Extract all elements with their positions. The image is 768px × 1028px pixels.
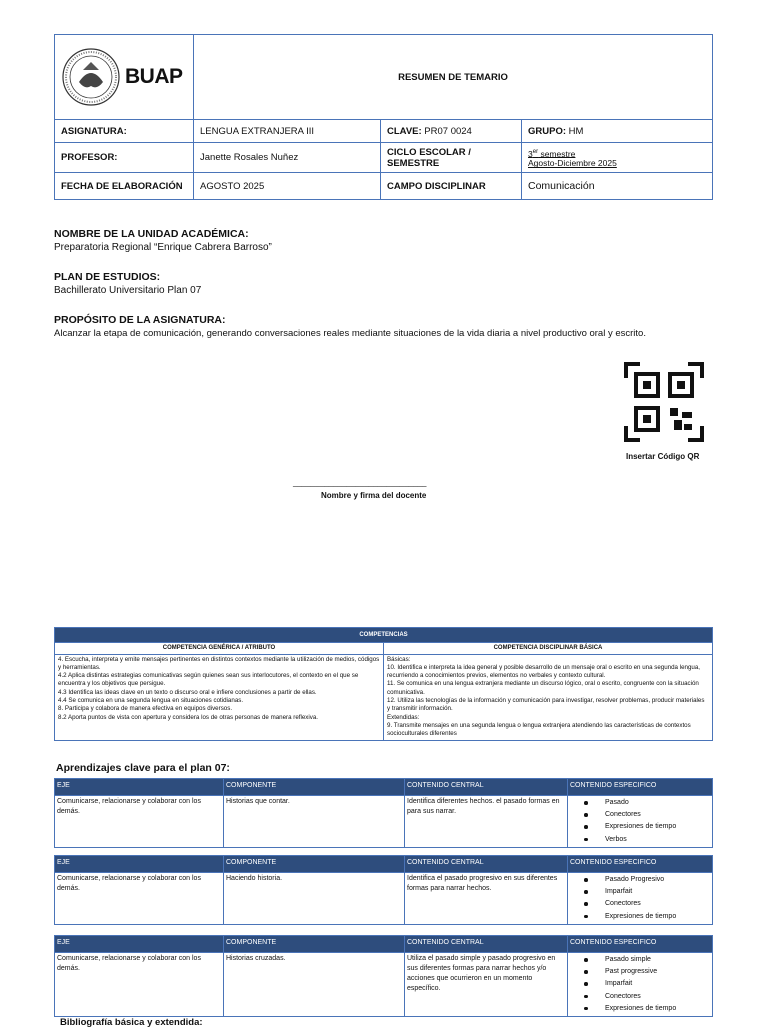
generica-line: 8.2 Aporta puntos de vista con apertura y considera los de otras personas de manera reflexiva.: [58, 713, 319, 721]
grupo-cell: [522, 120, 713, 143]
competencias-band: COMPETENCIAS: [55, 628, 713, 643]
col-header-componente: COMPONENTE: [224, 936, 405, 953]
label-ciclo: CICLO ESCOLAR / SEMESTRE: [381, 143, 522, 173]
label-asignatura: ASIGNATURA:: [55, 120, 194, 143]
generica-line: 4.4 Se comunica en una segunda lengua en situaciones cotidianas.: [58, 697, 244, 705]
col-header-especifico: CONTENIDO ESPECIFICO: [568, 856, 713, 873]
bibliografia-heading: Bibliografía básica y extendida:: [60, 1017, 203, 1028]
central-cell: Utiliza el pasado simple y pasado progresivo en sus diferentes formas para narrar hechos y/o acciones que ocurrieron en un momento específico.: [405, 953, 568, 1017]
especifico-cell: [568, 873, 713, 925]
university-seal-icon: [61, 46, 121, 108]
disciplinar-line: 12. Utiliza las tecnologías de la información y comunicación para investigar, resolver problemas, producir materiales y transmitir información.: [387, 697, 705, 713]
list-item: Past progressive: [600, 966, 710, 978]
componente-cell: Historias que contar.: [224, 796, 405, 848]
list-item: Verbos: [600, 834, 710, 846]
generica-line: 8. Participa y colabora de manera efectiva en equipos diversos.: [58, 705, 233, 713]
qr-caption: Insertar Código QR: [626, 452, 700, 461]
unidad-text: Preparatoria Regional “Enrique Cabrera Barroso”: [54, 242, 272, 253]
proposito-text: Alcanzar la etapa de comunicación, generando conversaciones reales mediante situaciones de la vida diaria a nivel productivo oral y escrito.: [54, 328, 646, 339]
generica-line: 4. Escucha, interpreta y emite mensajes pertinentes en distintos contextos mediante la utilización de medios, códigos y herramientas.: [58, 655, 380, 671]
list-item: Pasado Progresivo: [600, 874, 710, 886]
header-table: [54, 34, 713, 200]
value-fecha: AGOSTO 2025: [194, 173, 381, 200]
col-header-eje: EJE: [55, 856, 224, 873]
label-campo: CAMPO DISCIPLINAR: [381, 173, 522, 200]
list-item: Conectores: [600, 991, 710, 1003]
qr-code-icon: [624, 362, 704, 442]
value-ciclo: 3er semestre Agosto-Diciembre 2025: [522, 143, 713, 173]
eje-table: [54, 855, 713, 925]
aprendizajes-title: Aprendizajes clave para el plan 07:: [56, 762, 230, 774]
componente-cell: Historias cruzadas.: [224, 953, 405, 1017]
competencia-generica-header: COMPETENCIA GENÉRICA / ATRIBUTO: [55, 643, 384, 654]
value-asignatura: LENGUA EXTRANJERA III: [194, 120, 381, 143]
value-profesor: Janette Rosales Nuñez: [194, 143, 381, 173]
col-header-componente: COMPONENTE: [224, 856, 405, 873]
value-campo: Comunicación: [522, 173, 713, 200]
signature-caption: Nombre y firma del docente: [321, 491, 427, 500]
eje-cell: Comunicarse, relacionarse y colaborar con los demás.: [55, 953, 224, 1017]
eje-cell: Comunicarse, relacionarse y colaborar con los demás.: [55, 796, 224, 848]
clave-cell: [381, 120, 522, 143]
competencia-disciplinar-header: COMPETENCIA DISCIPLINAR BÁSICA: [384, 643, 713, 654]
eje-table: [54, 778, 713, 848]
col-header-central: CONTENIDO CENTRAL: [405, 936, 568, 953]
col-header-eje: EJE: [55, 936, 224, 953]
proposito-heading: PROPÓSITO DE LA ASIGNATURA:: [54, 314, 226, 326]
especifico-cell: [568, 953, 713, 1017]
especifico-cell: [568, 796, 713, 848]
value-clave: PR07 0024: [424, 125, 472, 137]
eje-table: [54, 935, 713, 1017]
value-grupo: HM: [568, 125, 584, 137]
document-title: RESUMEN DE TEMARIO: [194, 35, 713, 120]
componente-cell: Haciendo historia.: [224, 873, 405, 925]
col-header-componente: COMPONENTE: [224, 779, 405, 796]
list-item: Expresiones de tiempo: [600, 821, 710, 833]
disciplinar-line: 9. Transmite mensajes en una segunda lengua o lengua extranjera atendiendo las características de contextos socioculturales diferentes: [387, 721, 691, 738]
competencias-table: [54, 627, 713, 741]
list-item: Pasado: [600, 797, 710, 809]
label-profesor: PROFESOR:: [55, 143, 194, 173]
list-item: Expresiones de tiempo: [600, 1003, 710, 1015]
disciplinar-line: Básicas:: [387, 655, 411, 663]
label-fecha: FECHA DE ELABORACIÓN: [55, 173, 194, 200]
disciplinar-line: 11. Se comunica en una lengua extranjera mediante un discurso lógico, oral o escrito, congruente con la situación comunicativa.: [387, 680, 699, 696]
disciplinar-line: 10. Identifica e interpreta la idea general y posible desarrollo de un mensaje oral o escrito en una segunda lengua, recurriendo a conocimientos previos, elementos no verbales y contexto cultural.: [387, 663, 701, 680]
label-clave: CLAVE:: [387, 125, 422, 137]
unidad-heading: NOMBRE DE LA UNIDAD ACADÉMICA:: [54, 228, 249, 240]
list-item: Expresiones de tiempo: [600, 911, 710, 923]
col-header-central: CONTENIDO CENTRAL: [405, 779, 568, 796]
list-item: Conectores: [600, 809, 710, 821]
generica-line: 4.2 Aplica distintas estrategias comunicativas según quienes sean sus interlocutores, el contexto en el que se encuentra y los objetivos que persigue.: [58, 672, 359, 688]
competencia-generica-cell: [55, 654, 384, 740]
logo-wordmark: BUAP: [125, 65, 183, 88]
list-item: Imparfait: [600, 886, 710, 898]
competencia-disciplinar-cell: [384, 654, 713, 740]
central-cell: Identifica el pasado progresivo en sus diferentes formas para narrar hechos.: [405, 873, 568, 925]
col-header-especifico: CONTENIDO ESPECIFICO: [568, 779, 713, 796]
list-item: Pasado simple: [600, 954, 710, 966]
list-item: Imparfait: [600, 978, 710, 990]
generica-line: 4.3 Identifica las ideas clave en un texto o discurso oral e infiere conclusiones a partir de ellas.: [58, 688, 317, 696]
logo-cell: [55, 35, 194, 120]
col-header-especifico: CONTENIDO ESPECIFICO: [568, 936, 713, 953]
plan-heading: PLAN DE ESTUDIOS:: [54, 271, 161, 283]
list-item: Conectores: [600, 898, 710, 910]
eje-cell: Comunicarse, relacionarse y colaborar con los demás.: [55, 873, 224, 925]
col-header-eje: EJE: [55, 779, 224, 796]
plan-text: Bachillerato Universitario Plan 07: [54, 285, 202, 296]
disciplinar-line: Extendidas:: [387, 713, 420, 721]
label-grupo: GRUPO:: [528, 125, 566, 137]
central-cell: Identifica diferentes hechos. el pasado formas en para sus narrar.: [405, 796, 568, 848]
signature-line: ______________________________: [293, 478, 427, 487]
col-header-central: CONTENIDO CENTRAL: [405, 856, 568, 873]
